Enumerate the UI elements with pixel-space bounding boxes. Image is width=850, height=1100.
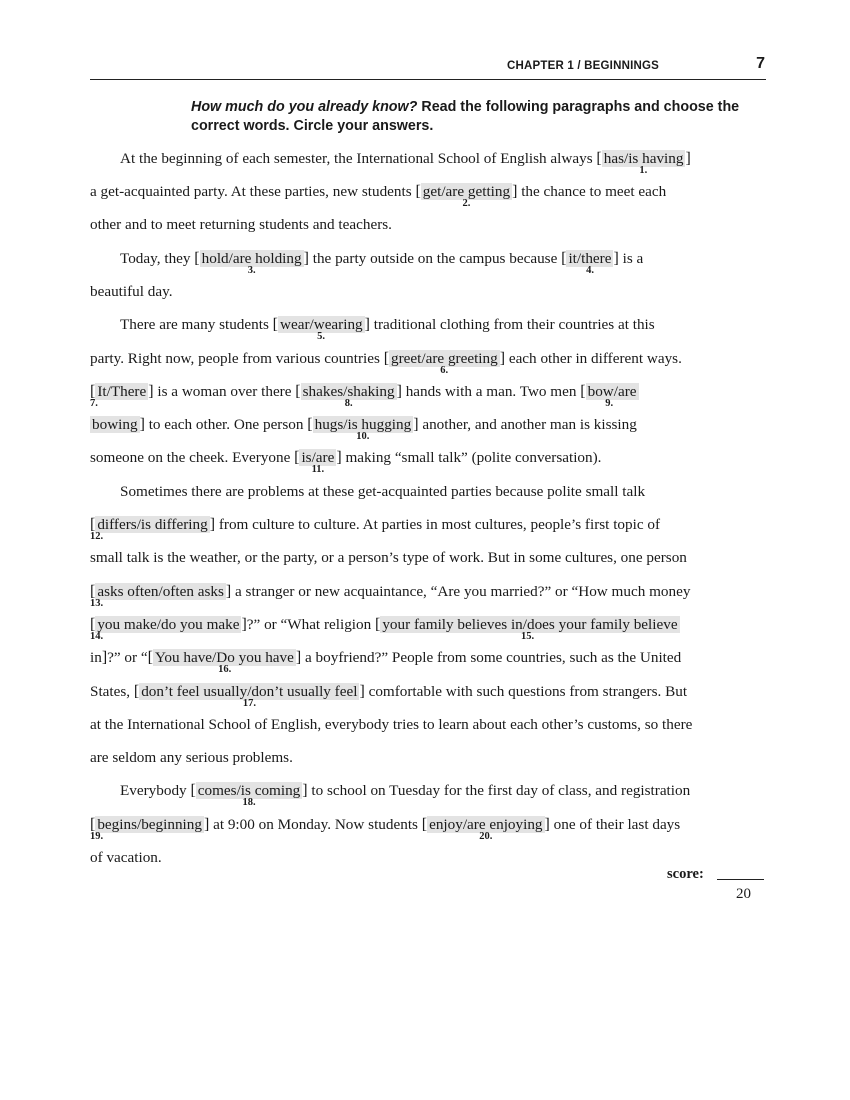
answer-choice[interactable]: [421, 816, 550, 842]
close-bracket: ]: [544, 816, 550, 833]
choice-text[interactable]: differs/is differing: [97, 516, 208, 533]
answer-choice[interactable]: [375, 616, 680, 642]
close-bracket: ]: [101, 649, 108, 666]
line-text: another, and another man is kissing: [418, 416, 637, 433]
line-text: States,: [90, 683, 134, 700]
text-line: [90, 549, 687, 567]
close-bracket: ]: [139, 416, 145, 433]
item-number: 19.: [90, 831, 104, 842]
choice-text[interactable]: greet/are greeting: [391, 350, 498, 367]
line-text: the party outside on the campus because: [308, 250, 562, 267]
answer-choice[interactable]: [580, 383, 638, 409]
text-line: [90, 583, 691, 609]
open-bracket: [: [295, 383, 301, 400]
choice-text[interactable]: comes/is coming: [197, 782, 301, 799]
item-number: 6.: [440, 365, 449, 376]
item-number: 17.: [242, 698, 256, 709]
close-bracket: ]: [512, 183, 518, 200]
open-bracket: [: [580, 383, 586, 400]
item-number: 2.: [462, 198, 471, 209]
choice-text[interactable]: it/there: [568, 250, 612, 267]
choice-text[interactable]: bowing: [92, 416, 138, 433]
choice-text[interactable]: is/are: [301, 449, 335, 466]
item-number: 1.: [639, 165, 648, 176]
close-bracket: ]: [364, 316, 370, 333]
line-text: to each other. One person: [144, 416, 308, 433]
choice-text[interactable]: in: [90, 649, 102, 666]
close-bracket: ]: [209, 516, 216, 533]
item-number: 5.: [317, 331, 326, 342]
choice-text[interactable]: It/There: [97, 383, 147, 400]
close-bracket: ]: [295, 649, 302, 666]
item-number: 8.: [344, 398, 353, 409]
item-number: 7.: [90, 398, 98, 409]
line-text: someone on the cheek. Everyone: [90, 449, 295, 466]
open-bracket: [: [90, 583, 96, 600]
open-bracket: [: [147, 649, 153, 666]
open-bracket: [: [383, 350, 390, 367]
item-number: 13.: [90, 598, 104, 609]
answer-choice[interactable]: [194, 250, 309, 276]
line-text: Everybody: [120, 782, 191, 799]
line-text: at the International School of English, everybody tries to learn about each other’s customs, so there: [90, 716, 693, 733]
answer-choice[interactable]: [190, 782, 308, 808]
choice-text[interactable]: bow/are: [587, 383, 637, 400]
close-bracket: ]: [336, 449, 342, 466]
text-line: [120, 150, 691, 176]
answer-choice[interactable]: [307, 416, 419, 442]
line-text: comfortable with such questions from strangers. But: [364, 683, 688, 700]
text-line: [90, 649, 682, 675]
answer-choice[interactable]: [561, 250, 619, 276]
line-text: small talk is the weather, or the party, or a person’s type of work. But in some cultures, one person: [90, 549, 687, 566]
open-bracket: [: [415, 183, 421, 200]
open-bracket: [: [90, 516, 96, 533]
answer-choice[interactable]: [272, 316, 370, 342]
line-text: a boyfriend?” People from some countries, such as the United: [301, 649, 682, 666]
text-line: [90, 449, 602, 475]
choice-text[interactable]: hugs/is hugging: [314, 416, 412, 433]
choice-text[interactable]: begins/beginning: [97, 816, 202, 833]
close-bracket: ]: [413, 416, 419, 433]
line-text: other and to meet returning students and teachers.: [90, 216, 392, 233]
text-line: [90, 749, 293, 767]
item-number: 15.: [521, 631, 535, 642]
item-number: 10.: [356, 431, 370, 442]
text-line: [120, 483, 645, 501]
choice-text[interactable]: get/are getting: [422, 183, 511, 200]
close-bracket: ]: [225, 583, 232, 600]
open-bracket: [: [375, 616, 381, 633]
open-bracket: [: [133, 683, 140, 700]
line-text: is a woman over there: [153, 383, 296, 400]
item-number: 9.: [605, 398, 614, 409]
instructions-line2: correct words. Circle your answers.: [191, 118, 434, 134]
line-text: party. Right now, people from various countries: [90, 350, 384, 367]
text-line: [90, 516, 661, 542]
line-text: from culture to culture. At parties in most cultures, people’s first topic of: [215, 516, 661, 533]
score-label: score:: [667, 866, 704, 882]
item-number: 20.: [479, 831, 493, 842]
answer-choice[interactable]: [90, 816, 210, 842]
answer-choice[interactable]: [294, 449, 342, 475]
close-bracket: ]: [499, 350, 506, 367]
close-bracket: ]: [148, 383, 154, 400]
item-number: 14.: [90, 631, 104, 642]
close-bracket: ]: [203, 816, 210, 833]
text-line: [90, 816, 681, 842]
close-bracket: ]: [302, 782, 308, 799]
text-line: [90, 183, 667, 209]
text-line: [90, 216, 392, 234]
choice-text[interactable]: your family believes in/does your family believe: [382, 616, 678, 633]
answer-choice[interactable]: [415, 183, 518, 209]
line-text: a stranger or new acquaintance, “Are you married?” or “How much money: [231, 583, 691, 600]
open-bracket: [: [90, 816, 96, 833]
line-text: beautiful day.: [90, 283, 173, 300]
text-line: [90, 383, 639, 409]
text-line: [90, 616, 680, 642]
close-bracket: ]: [303, 250, 309, 267]
line-text: Today, they: [120, 250, 195, 267]
line-text: of vacation.: [90, 849, 162, 866]
page-number: 7: [756, 55, 765, 72]
instructions: [191, 98, 761, 136]
line-text: ?” or “: [107, 649, 148, 666]
answer-choice[interactable]: [90, 516, 216, 542]
answer-choice[interactable]: [90, 416, 145, 434]
choice-text[interactable]: don’t feel usually/don’t usually feel: [141, 683, 358, 700]
text-line: [90, 283, 173, 301]
item-number: 12.: [90, 531, 104, 542]
answer-choice[interactable]: [596, 150, 691, 176]
header-rule: [90, 79, 766, 80]
close-bracket: ]: [613, 250, 619, 267]
line-text: each other in different ways.: [505, 350, 682, 367]
item-number: 18.: [242, 797, 256, 808]
answer-choice[interactable]: [90, 583, 232, 609]
close-bracket: ]: [685, 150, 691, 167]
item-number: 11.: [311, 464, 325, 475]
answer-choice[interactable]: [295, 383, 402, 409]
line-text: one of their last days: [549, 816, 681, 833]
line-text: Sometimes there are problems at these get-acquainted parties because polite small talk: [120, 483, 646, 500]
instructions-text: Read the following paragraphs and choose the: [417, 99, 740, 115]
open-bracket: [: [421, 816, 428, 833]
line-text: hands with a man. Two men: [401, 383, 581, 400]
text-line: [90, 716, 692, 734]
line-text: There are many students: [120, 316, 273, 333]
answer-choice[interactable]: [90, 616, 247, 642]
line-text: is a: [618, 250, 644, 267]
open-bracket: [: [190, 782, 196, 799]
instructions-lead: How much do you already know?: [191, 99, 418, 115]
score-total: 20: [736, 886, 751, 902]
line-text: the chance to meet each: [517, 183, 667, 200]
line-text: ?” or “What religion: [246, 616, 375, 633]
line-text: are seldom any serious problems.: [90, 749, 293, 766]
open-bracket: [: [90, 383, 96, 400]
line-text: At the beginning of each semester, the International School of English always: [120, 150, 597, 167]
line-text: to school on Tuesday for the first day of class, and registration: [307, 782, 691, 799]
choice-text[interactable]: You have/Do you have: [154, 649, 294, 666]
close-bracket: ]: [359, 683, 365, 700]
text-line: [120, 782, 691, 808]
text-line: [90, 416, 637, 442]
choice-text[interactable]: asks often/often asks: [97, 583, 224, 600]
line-text: making “small talk” (polite conversation).: [341, 449, 602, 466]
line-text: at 9:00 on Monday. Now students: [209, 816, 422, 833]
answer-choice[interactable]: [90, 383, 154, 409]
open-bracket: [: [561, 250, 567, 267]
text-line: [120, 250, 644, 276]
line-text: traditional clothing from their countries at this: [369, 316, 655, 333]
text-line: [90, 849, 162, 867]
text-line: [120, 316, 655, 342]
choice-text[interactable]: wear/wearing: [280, 316, 363, 333]
open-bracket: [: [194, 250, 200, 267]
text-line: [90, 350, 682, 376]
line-text: a get-acquainted party. At these parties, new students: [90, 183, 416, 200]
answer-choice[interactable]: [147, 649, 302, 675]
item-number: 16.: [218, 664, 232, 675]
close-bracket: ]: [241, 616, 247, 633]
open-bracket: [: [307, 416, 313, 433]
open-bracket: [: [294, 449, 300, 466]
item-number: 3.: [247, 265, 256, 276]
answer-choice[interactable]: [133, 683, 365, 709]
choice-text[interactable]: hold/are holding: [201, 250, 302, 267]
answer-choice[interactable]: [90, 649, 107, 667]
page-header: [90, 55, 765, 80]
text-line: [90, 683, 688, 709]
open-bracket: [: [90, 616, 96, 633]
score-blank[interactable]: [717, 879, 764, 880]
choice-text[interactable]: you make/do you make: [97, 616, 240, 633]
choice-text[interactable]: enjoy/are enjoying: [429, 816, 543, 833]
chapter-title: CHAPTER 1 / BEGINNINGS: [507, 60, 660, 72]
item-number: 4.: [586, 265, 594, 276]
choice-text[interactable]: shakes/shaking: [302, 383, 395, 400]
choice-text[interactable]: has/is having: [603, 150, 684, 167]
open-bracket: [: [596, 150, 602, 167]
answer-choice[interactable]: [383, 350, 506, 376]
close-bracket: ]: [396, 383, 402, 400]
open-bracket: [: [272, 316, 278, 333]
